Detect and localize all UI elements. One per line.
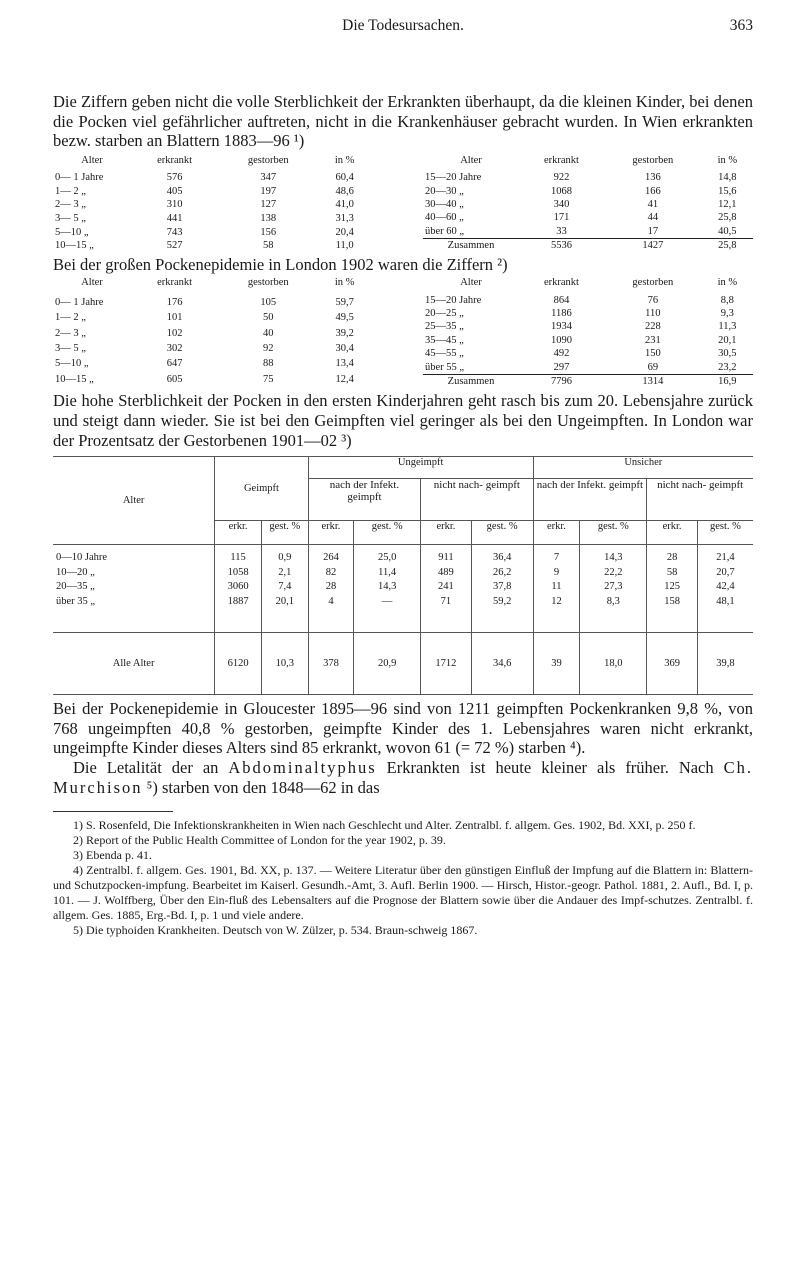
col-header-erkr: erkr. (215, 521, 262, 545)
cell: 14,8 (718, 172, 737, 184)
cell: 297 (553, 361, 570, 373)
total-cell: 369 (647, 633, 698, 695)
table-row (423, 211, 753, 224)
col-header: erkrankt (543, 277, 579, 289)
footnote-3: 3) Ebenda p. 41. (73, 848, 152, 863)
col-header-gest: gest. % (261, 521, 308, 545)
table-total-row (53, 633, 753, 695)
cell: 136 (644, 172, 661, 184)
cell: 2— 3 „ (55, 199, 86, 211)
cell: 150 (644, 348, 661, 360)
cell: über 55 „ (425, 361, 465, 373)
data-cell: 115 1058 3060 1887 (215, 545, 262, 633)
cell: 15,6 (718, 185, 737, 197)
table-header-row (53, 457, 753, 479)
col-header-erkr: erkr. (647, 521, 698, 545)
table-header-row (53, 276, 371, 291)
cell: 44 (647, 212, 659, 224)
table-row (53, 327, 371, 342)
col-header: Alter (460, 277, 482, 289)
col-header: erkrankt (157, 154, 193, 166)
cell: 69 (647, 361, 659, 373)
cell: 25,8 (702, 239, 753, 253)
cell: 88 (262, 358, 274, 370)
cell: 1068 (550, 185, 572, 197)
cell: 60,4 (335, 172, 354, 184)
col-header-gest: gest. % (697, 521, 753, 545)
cell: 5536 (519, 239, 604, 253)
cell: 31,3 (335, 212, 354, 224)
cell: 492 (553, 348, 570, 360)
col-header-alter: Alter (53, 457, 215, 545)
col-header: gestorben (247, 277, 289, 289)
cell: 48,6 (335, 185, 354, 197)
cell: über 60 „ (425, 225, 465, 237)
cell: 576 (166, 172, 183, 184)
age-label: 10—20 „ (56, 566, 95, 578)
table-row (423, 320, 753, 333)
cell: 8,8 (720, 294, 734, 306)
data-cell: 7 9 11 12 (533, 545, 580, 633)
col-header-erkr: erkr. (533, 521, 580, 545)
cell: 20—25 „ (425, 308, 464, 320)
table-row (423, 294, 753, 307)
cell: 13,4 (335, 358, 354, 370)
cell: 9,3 (720, 308, 734, 320)
cell: 527 (166, 240, 183, 252)
total-cell: 39,8 (697, 633, 753, 695)
col-header: erkrankt (157, 277, 193, 289)
footnote-5: 5) Die typhoiden Krankheiten. Deutsch von W. Zülzer, p. 534. Braun-schweig 1867. (73, 923, 478, 938)
data-cell: 911 489 241 71 (421, 545, 472, 633)
cell: 156 (260, 226, 277, 238)
data-cell: 25,0 11,4 14,3 — (354, 545, 421, 633)
age-cell (53, 545, 215, 633)
cell: 75 (262, 373, 274, 385)
table-row (53, 357, 371, 372)
data-cell: 264 82 28 4 (308, 545, 353, 633)
cell: 15—20 Jahre (425, 172, 482, 184)
cell: 0— 1 Jahre (55, 172, 104, 184)
table-row (423, 334, 753, 347)
cell: 1934 (550, 321, 572, 333)
col-header: gestorben (632, 154, 674, 166)
col-header-gest: gest. % (354, 521, 421, 545)
col-header: in % (334, 154, 355, 166)
cell: 41 (647, 199, 659, 210)
cell: Zusammen (423, 375, 519, 389)
cell: 12,4 (335, 373, 354, 385)
col-header: in % (334, 277, 355, 289)
cell: 11,3 (718, 321, 737, 333)
cell: 5—10 „ (55, 226, 89, 238)
table-row (53, 226, 371, 240)
footnote-2: 2) Report of the Public Health Committee of London for the year 1902, p. 39. (73, 833, 446, 848)
page-number: 363 (729, 17, 753, 34)
col-header: Alter (81, 154, 103, 166)
cell: 647 (166, 358, 183, 370)
cell: 50 (262, 312, 274, 324)
cell: 20,1 (718, 334, 737, 346)
total-cell: 6120 (215, 633, 262, 695)
text-span: ⁵) starben von den 1848—62 in das (142, 777, 380, 797)
cell: 17 (647, 225, 659, 237)
cell: 605 (166, 373, 183, 385)
col-header: Alter (81, 277, 103, 289)
paragraph-5 (53, 758, 753, 797)
data-cell: 36,4 26,2 37,8 59,2 (471, 545, 533, 633)
cell: 40 (262, 327, 274, 339)
cell: 405 (166, 185, 183, 197)
col-header-nicht: nicht nach- geimpft (647, 479, 753, 521)
col-header-nicht: nicht nach- geimpft (421, 479, 533, 521)
table-vienna-left (53, 154, 371, 253)
cell: 1— 2 „ (55, 312, 86, 324)
cell: 30—40 „ (425, 199, 464, 210)
cell: 45—55 „ (425, 348, 464, 360)
col-header-erkr: erkr. (421, 521, 472, 545)
data-cell: 21,4 20,7 42,4 48,1 (697, 545, 753, 633)
paragraph-4: Bei der Pockenepidemie in Gloucester 1895—96 sind von 1211 geimpften Pockenkranken 9,8 %, von 768 ungeimpften 40,8 % gestorben, geimpfte Kinder des 1. Lebensjahres waren nicht erkrankt, ungeimpfte Kinder dieses Alters sind 85 erkrankt, wovon 61 (= 72 %) starben ⁴). (53, 699, 753, 758)
emphasis-text: Abdominaltyphus (228, 758, 377, 778)
table-row (53, 311, 371, 326)
cell: 441 (166, 212, 183, 224)
text-span: Die Letalität der an (73, 758, 229, 778)
cell: 58 (262, 240, 274, 252)
cell: 102 (166, 327, 183, 339)
paragraph-1: Die Ziffern geben nicht die volle Sterblichkeit der Erkrankten überhaupt, da die kleinen Kinder, bei denen die Pocken viel gefährlicher auftreten, nicht in die Krankenhäuser gebracht wurden. In Wien erkrankten bezw. starben an Blattern 1883—96 ¹) (53, 92, 753, 151)
table-row (423, 361, 753, 375)
cell: 340 (553, 199, 570, 210)
cell: 347 (260, 172, 277, 184)
col-header: in % (717, 277, 738, 289)
table-row (53, 185, 371, 199)
age-label: 0—10 Jahre (56, 552, 108, 564)
data-cell: 0,9 2,1 7,4 20,1 (261, 545, 308, 633)
page (53, 0, 753, 938)
col-header-gest: gest. % (471, 521, 533, 545)
data-cell: 28 58 125 158 (647, 545, 698, 633)
col-header: in % (717, 154, 738, 166)
table-row (53, 239, 371, 253)
paragraph-3: Die hohe Sterblichkeit der Pocken in den ersten Kinderjahren geht rasch bis zum 20. Lebensjahre zurück und steigt dann wieder. Sie ist bei den Geimpften viel geringer als bei den Ungeimpften. In London war der Prozentsatz der Gestorbenen 1901—02 ³) (53, 391, 753, 450)
cell: 864 (553, 294, 570, 306)
cell: 16,9 (702, 375, 753, 389)
col-header-erkr: erkr. (308, 521, 353, 545)
table-row (423, 347, 753, 360)
cell: 1314 (604, 375, 702, 389)
cell: 228 (644, 321, 661, 333)
cell: 40,5 (718, 225, 737, 237)
cell: 310 (166, 199, 183, 211)
cell: 7796 (519, 375, 604, 389)
table-london (53, 276, 753, 388)
cell: 10—15 „ (55, 240, 94, 252)
data-cell: 14,3 22,2 27,3 8,3 (580, 545, 647, 633)
col-header-unsicher: Unsicher (533, 457, 753, 479)
cell: 743 (166, 226, 183, 238)
cell: 15—20 Jahre (425, 294, 482, 306)
cell: Zusammen (423, 239, 519, 253)
col-header: gestorben (247, 154, 289, 166)
cell: 5—10 „ (55, 358, 89, 370)
cell: 76 (647, 294, 659, 306)
total-cell: 378 (308, 633, 353, 695)
total-cell: 18,0 (580, 633, 647, 695)
table-row (423, 185, 753, 198)
cell: 101 (166, 312, 183, 324)
cell: 39,2 (335, 327, 354, 339)
cell: 171 (553, 212, 570, 224)
cell: 3— 5 „ (55, 212, 86, 224)
table-header-row (423, 154, 753, 167)
cell: 3— 5 „ (55, 343, 86, 355)
footnote-rule (53, 811, 173, 812)
cell: 1427 (604, 239, 702, 253)
cell: 0— 1 Jahre (55, 296, 104, 308)
table-row (423, 171, 753, 184)
total-cell: 34,6 (471, 633, 533, 695)
table-data-row (53, 545, 753, 633)
cell: 30,5 (718, 348, 737, 360)
col-header: Alter (460, 154, 482, 166)
total-cell: 1712 (421, 633, 472, 695)
cell: 49,5 (335, 312, 354, 324)
table-london-left (53, 276, 371, 388)
cell: 127 (260, 199, 277, 211)
col-header-geimpft: Geimpft (215, 457, 309, 521)
text-span: Erkrankten ist heute kleiner als früher. Nach (376, 758, 724, 778)
total-cell: 20,9 (354, 633, 421, 695)
cell: 30,4 (335, 343, 354, 355)
cell: 23,2 (718, 361, 737, 373)
table-row (53, 198, 371, 212)
cell: 33 (556, 225, 567, 237)
age-label: 20—35 „ (56, 581, 95, 593)
cell: 176 (166, 296, 183, 308)
col-header: gestorben (632, 277, 674, 289)
table-vienna (53, 154, 753, 253)
table-row (53, 342, 371, 357)
cell: 92 (262, 343, 274, 355)
cell: 922 (553, 172, 570, 184)
author-name: Ch. Murchison (53, 758, 754, 797)
cell: 110 (645, 308, 661, 320)
cell: 2— 3 „ (55, 327, 86, 339)
cell: 59,7 (335, 296, 354, 308)
running-header (53, 0, 753, 44)
table-row (53, 296, 371, 311)
table-row (423, 307, 753, 320)
cell: 105 (260, 296, 277, 308)
cell: 25,8 (718, 212, 737, 224)
table-total-row (423, 375, 753, 389)
cell: 12,1 (718, 199, 737, 210)
cell: 138 (260, 212, 277, 224)
cell: 25—35 „ (425, 321, 464, 333)
table-vienna-right (423, 154, 753, 253)
paragraph-2: Bei der großen Pockenepidemie in London 1902 waren die Ziffern ²) (53, 254, 508, 274)
table-total-row (423, 239, 753, 253)
table-row (53, 212, 371, 226)
cell: 1— 2 „ (55, 185, 86, 197)
col-header-nach: nach der Infekt. geimpft (533, 479, 647, 521)
table-row (423, 225, 753, 239)
table-row (423, 198, 753, 211)
running-title: Die Todesursachen. (342, 17, 464, 34)
cell: 166 (644, 185, 661, 197)
table-header-row (53, 154, 371, 168)
footnotes (53, 818, 753, 938)
cell: 11,0 (335, 240, 354, 252)
col-header-nach: nach der Infekt. geimpft (308, 479, 420, 521)
table-london-right (423, 276, 753, 388)
age-label: über 35 „ (56, 596, 96, 608)
table-row (53, 171, 371, 185)
footnote-4: 4) Zentralbl. f. allgem. Ges. 1901, Bd. XX, p. 137. — Weitere Literatur über den günstigen Einfluß der Impfung auf die Blattern in: Blattern- und Schutzpocken-impfung. Bearbeitet im Kaiserl. Gesundh.-Amt, 3. Aufl. Berlin 1900. — Hirsch, Histor.-geogr. Pathol. 1881, 2. Aufl., Bd. I, p. 101. — J. Wolffberg, Über den Ein-fluß des Lebensalters auf die Prognose der Blattern sowie über die Andauer des Impf-schutzes. Zentralbl. f. allgem. Ges. 1885, Erg.-Bd. I, p. 1 und viele andere. (53, 863, 753, 923)
table-header-row (423, 276, 753, 289)
cell: 20—30 „ (425, 185, 464, 197)
cell: 40—60 „ (425, 212, 464, 224)
total-label: Alle Alter (53, 633, 215, 695)
cell: 35—45 „ (425, 334, 464, 346)
cell: 20,4 (335, 226, 354, 238)
cell: 1090 (550, 334, 572, 346)
footnote-1: 1) S. Rosenfeld, Die Infektionskrankheiten in Wien nach Geschlecht und Alter. Zentralbl. f. allgem. Ges. 1902, Bd. XXI, p. 250 f. (73, 818, 696, 833)
col-header-gest: gest. % (580, 521, 647, 545)
cell: 1186 (551, 308, 572, 320)
col-header-ungeimpft: Ungeimpft (308, 457, 533, 479)
cell: 197 (260, 185, 277, 197)
cell: 41,0 (335, 199, 354, 211)
cell: 231 (644, 334, 661, 346)
cell: 302 (166, 343, 183, 355)
col-header: erkrankt (543, 154, 579, 166)
total-cell: 39 (533, 633, 580, 695)
total-cell: 10,3 (261, 633, 308, 695)
cell: 10—15 „ (55, 373, 94, 385)
table-row (53, 373, 371, 389)
table-vaccination (53, 456, 753, 695)
